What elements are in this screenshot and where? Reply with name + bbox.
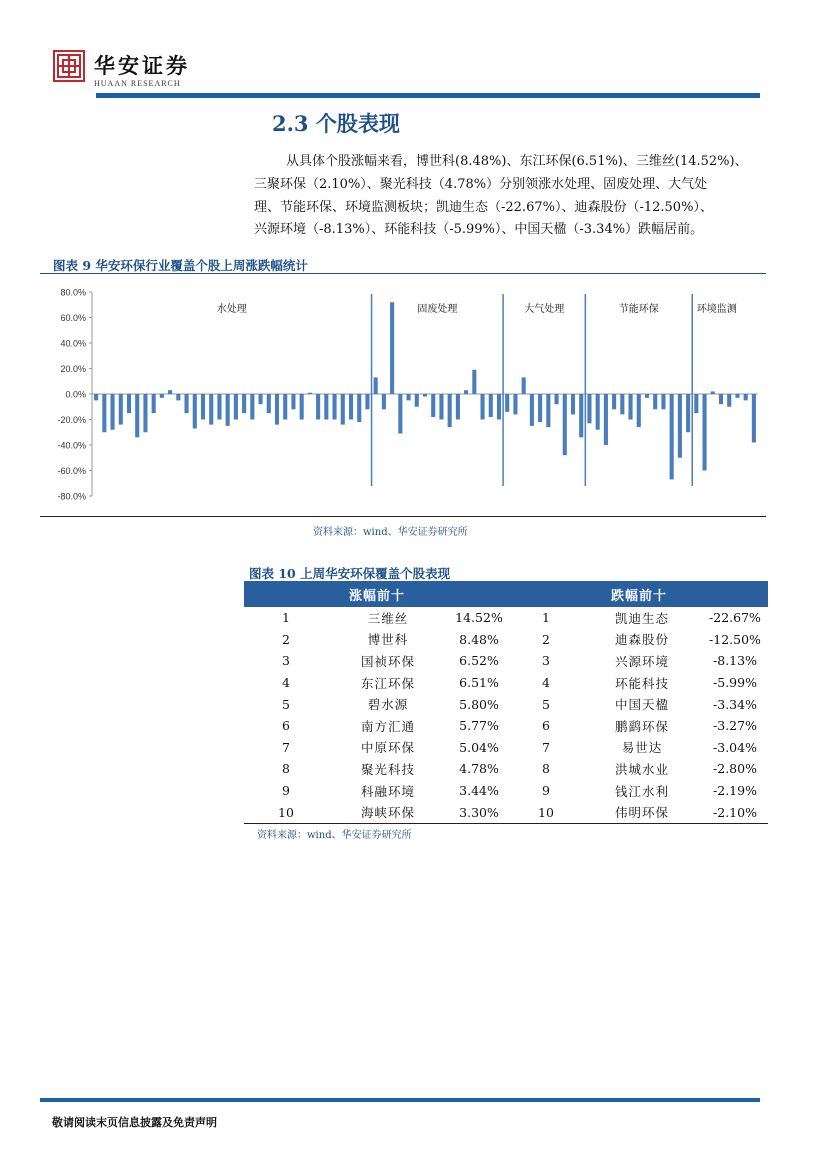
chart-bar	[407, 394, 411, 400]
loser-name: 钱江水利	[614, 783, 669, 799]
chart-bar	[694, 394, 698, 413]
top-movers-table	[244, 581, 768, 824]
loser-change: -8.13%	[713, 653, 757, 669]
gainer-rank: 1	[282, 610, 290, 626]
group-label: 节能环保	[618, 304, 659, 315]
gainer-change: 4.78%	[459, 761, 499, 777]
chart-bar	[629, 394, 633, 420]
chart-bar	[637, 394, 641, 427]
loser-rank: 10	[510, 801, 582, 823]
chart-bar	[678, 394, 682, 458]
chart-bar	[316, 394, 320, 420]
chart-bar	[522, 377, 526, 394]
table-row	[244, 758, 768, 780]
chart-bar	[744, 394, 748, 400]
chart-bar	[135, 394, 139, 437]
loser-rank: 5	[542, 696, 550, 712]
chart-bar	[324, 394, 328, 420]
footer-divider	[40, 1098, 760, 1102]
gainer-rank: 8	[282, 761, 290, 777]
chart-bar	[242, 394, 246, 413]
gainer-rank: 9	[282, 783, 290, 799]
y-tick-label: -80.0%	[57, 491, 86, 502]
table-row	[244, 672, 768, 694]
loser-name: 洪城水业	[614, 761, 669, 777]
chart-bar	[374, 377, 378, 394]
y-tick-label: 60.0%	[60, 313, 86, 323]
chart-bar	[102, 394, 106, 432]
y-tick-label: -40.0%	[57, 440, 86, 451]
chart-bar	[341, 394, 345, 425]
footer-disclaimer: 敬请阅读末页信息披露及免责声明	[52, 1116, 217, 1129]
paragraph-line-2: 三聚环保（2.10%）、聚光科技（4.78%）分别领涨水处理、固废处理、大气处	[254, 177, 708, 192]
gainer-rank: 6	[282, 718, 290, 734]
chart-bar	[456, 394, 460, 420]
gainer-rank: 5	[282, 696, 290, 712]
loser-rank: 9	[542, 783, 550, 799]
chart-bar	[703, 394, 707, 471]
gainer-rank: 3	[282, 653, 290, 669]
gainer-change: 5.80%	[459, 696, 499, 712]
loser-rank: 4	[542, 675, 550, 691]
table-row	[244, 801, 768, 823]
chart-bar	[596, 394, 600, 430]
table-row	[244, 715, 768, 737]
chart-bar	[752, 394, 756, 442]
stock-change-bar-chart	[40, 276, 766, 512]
chart-bar	[209, 394, 213, 425]
gainer-change: 6.52%	[459, 653, 499, 669]
chart-bar	[193, 394, 197, 428]
group-label: 环境监测	[696, 304, 737, 315]
paragraph-line-4: 兴源环境（-8.13%）、环能科技（-5.99%）、中国天楹（-3.34%）跌幅居前。	[254, 222, 704, 237]
y-tick-label: -20.0%	[57, 415, 86, 425]
chart-bar	[259, 394, 263, 404]
y-tick-label: 80.0%	[60, 287, 86, 298]
gainer-change: 6.51%	[459, 675, 499, 691]
table-row	[244, 780, 768, 802]
figure-10-title: 图表 10 上周华安环保覆盖个股表现	[249, 566, 451, 581]
chart-bar	[168, 390, 172, 394]
chart-bar	[653, 394, 657, 409]
chart-bar	[300, 394, 304, 420]
gainer-name: 国祯环保	[360, 653, 415, 669]
gainer-change: 8.48%	[459, 631, 499, 647]
header-gainers: 涨幅前十	[244, 581, 510, 607]
loser-change: -3.04%	[713, 739, 757, 755]
gainer-change: 14.52%	[455, 610, 503, 626]
table-row	[244, 693, 768, 715]
loser-change: -2.80%	[713, 761, 757, 777]
loser-name: 兴源环境	[614, 653, 669, 669]
chart-bar	[143, 394, 147, 432]
gainer-name: 海峡环保	[328, 801, 448, 823]
loser-change: -5.99%	[713, 675, 757, 691]
loser-name: 迪森股份	[614, 632, 669, 648]
gainer-change: 3.44%	[459, 783, 499, 799]
table-row	[244, 650, 768, 672]
chart-bar	[505, 394, 509, 412]
group-label: 固废处理	[417, 304, 458, 315]
gainer-name: 博世科	[367, 632, 409, 648]
chart-bar	[719, 394, 723, 404]
loser-name: 易世达	[621, 740, 663, 756]
loser-name: 环能科技	[614, 675, 669, 691]
chart-bar	[620, 394, 624, 414]
y-tick-label: 20.0%	[60, 364, 86, 374]
chart-bar	[291, 394, 295, 409]
loser-name: 鹏鹞环保	[614, 718, 669, 734]
chart-bar	[538, 394, 542, 422]
group-label: 水处理	[216, 304, 247, 315]
loser-name: 凯迪生态	[614, 610, 669, 626]
header-divider	[96, 93, 760, 98]
paragraph-line-3: 理、节能环保、环境监测板块；凯迪生态（-22.67%）、迪森股份（-12.50%）、	[254, 200, 713, 215]
gainer-name: 聚光科技	[360, 761, 415, 777]
loser-rank: 6	[542, 718, 550, 734]
chart-bar	[530, 394, 534, 426]
chart-bar	[275, 394, 279, 425]
y-tick-label: -60.0%	[57, 466, 86, 476]
gainer-name: 中原环保	[360, 740, 415, 756]
chart-bar	[415, 394, 419, 407]
loser-change: -3.27%	[713, 718, 757, 734]
gainer-rank: 4	[282, 675, 290, 691]
chart-bar	[94, 394, 98, 400]
loser-change: -12.50%	[709, 631, 761, 647]
chart-bar	[423, 394, 427, 397]
table-row	[244, 607, 768, 629]
chart-bar	[464, 390, 468, 394]
gainer-name: 科融环境	[360, 783, 415, 799]
gainer-name: 东江环保	[360, 675, 415, 691]
chart-bar	[333, 394, 337, 420]
table-row	[244, 629, 768, 651]
chart-bar	[670, 394, 674, 479]
chart-bar	[365, 394, 369, 409]
group-label: 大气处理	[524, 304, 565, 315]
chart-bar	[513, 394, 517, 414]
company-logo	[53, 50, 85, 82]
chart-bar	[661, 394, 665, 409]
loser-rank: 2	[542, 631, 550, 647]
figure-9-source: 资料来源：wind、华安证券研究所	[313, 527, 468, 538]
gainer-rank: 7	[282, 739, 290, 755]
chart-bar	[448, 394, 452, 427]
loser-rank: 7	[542, 739, 550, 755]
gainer-name: 南方汇通	[360, 718, 415, 734]
gainer-rank: 10	[244, 801, 328, 823]
chart-bar	[439, 394, 443, 420]
chart-bar	[349, 394, 353, 420]
chart-bar	[612, 394, 616, 409]
chart-bar	[111, 394, 115, 430]
loser-change: -2.10%	[702, 801, 768, 823]
chart-bar	[481, 394, 485, 420]
chart-bar	[267, 394, 271, 413]
chart-bar	[497, 394, 501, 420]
logo-chinese-name: 华安证券	[94, 53, 190, 78]
chart-bar	[127, 394, 131, 413]
chart-bar	[226, 394, 230, 426]
chart-bar	[308, 393, 312, 394]
figure-9-top-rule	[40, 273, 766, 274]
chart-bar	[587, 394, 591, 423]
header-losers: 跌幅前十	[510, 581, 768, 607]
loser-name: 伟明环保	[582, 801, 702, 823]
table-row	[244, 737, 768, 759]
chart-bar	[727, 394, 731, 407]
logo-english-name: HUAAN RESEARCH	[94, 79, 181, 88]
figure-9-title: 图表 9 华安环保行业覆盖个股上周涨跌幅统计	[53, 258, 308, 273]
loser-rank: 1	[542, 610, 550, 626]
gainer-rank: 2	[282, 631, 290, 647]
loser-change: -3.34%	[713, 696, 757, 712]
chart-bar	[686, 394, 690, 432]
chart-bar	[234, 394, 238, 420]
chart-bar	[176, 394, 180, 400]
chart-bar	[645, 394, 649, 398]
chart-bar	[357, 394, 361, 422]
chart-bar	[489, 394, 493, 417]
chart-bar	[579, 394, 583, 437]
chart-bar	[185, 394, 189, 413]
chart-bar	[546, 394, 550, 427]
gainer-change: 5.77%	[459, 718, 499, 734]
gainer-change: 3.30%	[448, 801, 510, 823]
chart-bar	[283, 394, 287, 420]
figure-9-bottom-rule	[40, 516, 766, 517]
chart-bar	[571, 394, 575, 414]
chart-bar	[201, 394, 205, 420]
chart-bar	[431, 394, 435, 417]
gainer-name: 三维丝	[367, 610, 409, 626]
chart-bar	[735, 394, 739, 398]
chart-bar	[711, 391, 715, 394]
chart-bar	[382, 394, 386, 409]
paragraph-line-1: 从具体个股涨幅来看，博世科(8.48%)、东江环保(6.51%)、三维丝(14.52%)、	[286, 154, 748, 169]
gainer-name: 碧水源	[367, 697, 409, 713]
loser-rank: 3	[542, 653, 550, 669]
gainer-change: 5.04%	[459, 739, 499, 755]
loser-name: 中国天楹	[614, 697, 669, 713]
chart-bar	[472, 370, 476, 394]
logo-emblem-icon	[55, 52, 83, 80]
loser-rank: 8	[542, 761, 550, 777]
chart-bar	[604, 394, 608, 445]
table-header-row	[244, 581, 768, 607]
loser-change: -22.67%	[709, 610, 761, 626]
chart-bar	[390, 302, 394, 394]
loser-change: -2.19%	[713, 783, 757, 799]
figure-10-source: 资料来源：wind、华安证券研究所	[257, 830, 412, 841]
chart-bar	[563, 394, 567, 455]
chart-bar	[555, 394, 559, 404]
chart-bar	[152, 394, 156, 413]
chart-bar	[160, 394, 164, 398]
chart-bar	[119, 394, 123, 425]
chart-bar	[398, 394, 402, 434]
y-tick-label: 0.0%	[65, 389, 86, 400]
chart-bar	[217, 394, 221, 420]
y-tick-label: 40.0%	[60, 338, 86, 349]
chart-bar	[250, 394, 254, 420]
section-title: 2.3 个股表现	[272, 111, 400, 136]
